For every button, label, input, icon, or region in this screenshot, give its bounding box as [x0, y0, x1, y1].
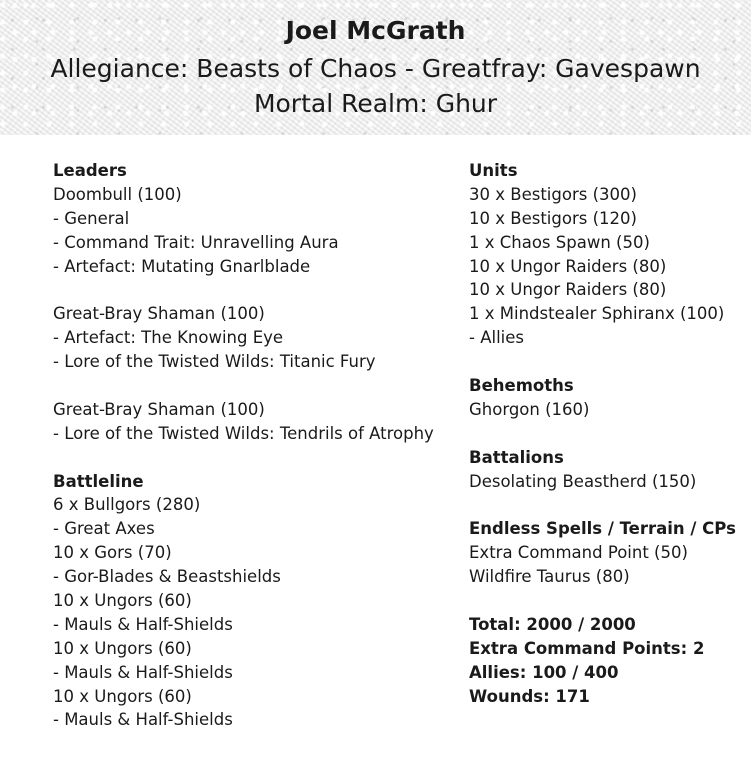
section-heading-endless-spells: Endless Spells / Terrain / CPs: [469, 519, 736, 539]
list-item: 30 x Bestigors (300): [469, 184, 637, 204]
list-item: - Gor-Blades & Beastshields: [53, 567, 281, 587]
allies-points: Allies: 100 / 400: [469, 662, 619, 682]
list-item: - Mauls & Half-Shields: [53, 710, 233, 730]
section-heading-battalions: Battalions: [469, 447, 564, 467]
spacer: [53, 446, 453, 470]
list-item: - Command Trait: Unravelling Aura: [53, 232, 339, 252]
realm-line: Mortal Realm: Ghur: [253, 89, 498, 118]
list-item: 10 x Ungors (60): [53, 591, 192, 611]
list-item: - Artefact: Mutating Gnarlblade: [53, 256, 311, 276]
list-item: 10 x Ungors (60): [53, 638, 192, 658]
spacer: [469, 422, 739, 446]
section-heading-units: Units: [469, 161, 518, 180]
right-column: [469, 159, 739, 708]
spacer: [53, 374, 453, 398]
list-item: 10 x Ungor Raiders (80): [469, 256, 667, 276]
list-item: Wildfire Taurus (80): [469, 567, 630, 587]
list-item: - Mauls & Half-Shields: [53, 662, 233, 682]
allegiance-line: Allegiance: Beasts of Chaos - Greatfray: Gavespawn: [50, 54, 701, 83]
extra-command-points: Extra Command Points: 2: [469, 638, 705, 658]
list-item: 1 x Chaos Spawn (50): [469, 232, 650, 252]
list-item: Great-Bray Shaman (100): [53, 304, 265, 324]
section-heading-battleline: Battleline: [53, 471, 144, 491]
list-item: 1 x Mindstealer Sphiranx (100): [469, 304, 725, 324]
section-heading-behemoths: Behemoths: [469, 376, 574, 396]
list-item: 10 x Ungors (60): [53, 686, 192, 706]
spacer: [469, 350, 739, 374]
section-heading-leaders: Leaders: [53, 161, 127, 180]
list-item: 10 x Gors (70): [53, 543, 172, 563]
total-points: Total: 2000 / 2000: [469, 614, 636, 634]
spacer: [469, 493, 739, 517]
list-item: - Mauls & Half-Shields: [53, 614, 233, 634]
list-item: - Artefact: The Knowing Eye: [53, 328, 284, 348]
list-item: Ghorgon (160): [469, 399, 590, 419]
spacer: [469, 589, 739, 613]
list-item: - Lore of the Twisted Wilds: Tendrils of Atrophy: [53, 423, 434, 443]
list-item: - Great Axes: [53, 519, 155, 539]
player-name: Joel McGrath: [285, 16, 466, 45]
list-item: - Lore of the Twisted Wilds: Titanic Fury: [53, 352, 376, 372]
list-item: 6 x Bullgors (280): [53, 495, 201, 515]
list-item: Great-Bray Shaman (100): [53, 399, 265, 419]
list-item: Doombull (100): [53, 184, 182, 204]
list-item: - General: [53, 208, 130, 228]
left-column: [53, 159, 453, 732]
list-item: Extra Command Point (50): [469, 543, 688, 563]
list-item: - Allies: [469, 328, 524, 348]
list-header: [0, 0, 751, 135]
spacer: [53, 278, 453, 302]
wounds-total: Wounds: 171: [469, 686, 590, 706]
list-item: 10 x Ungor Raiders (80): [469, 280, 667, 300]
list-item: Desolating Beastherd (150): [469, 471, 697, 491]
list-item: 10 x Bestigors (120): [469, 208, 637, 228]
